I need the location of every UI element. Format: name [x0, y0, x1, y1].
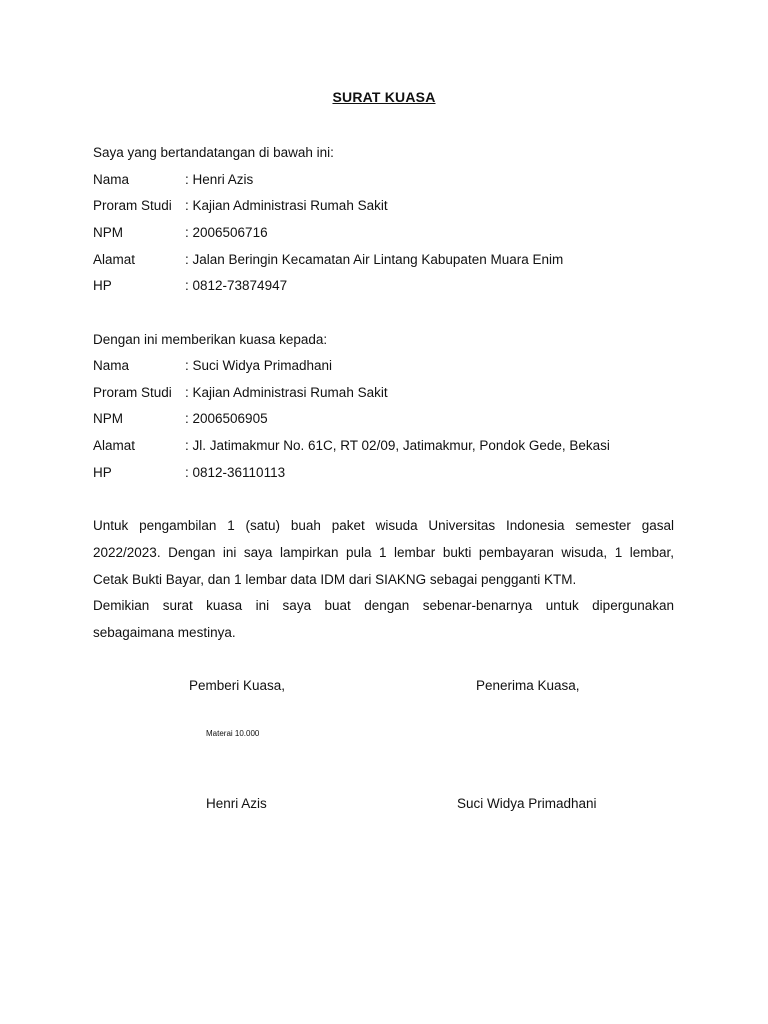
field-value: : Suci Widya Primadhani	[185, 358, 333, 373]
body-line: 2022/2023. Dengan ini saya lampirkan pula 1 lembar bukti pembayaran wisuda, 1 lembar,	[93, 545, 674, 560]
field-label: Proram Studi	[93, 385, 172, 400]
receiver-row-program	[93, 385, 388, 400]
field-value: : 0812-73874947	[185, 278, 288, 293]
field-value: : 0812-36110113	[185, 465, 286, 480]
receiver-row-npm	[93, 411, 268, 426]
body-line: Cetak Bukti Bayar, dan 1 lembar data IDM dari SIAKNG sebagai pengganti KTM.	[93, 572, 577, 587]
field-value: : Henri Azis	[185, 172, 254, 187]
field-label: HP	[93, 465, 112, 480]
document-title: SURAT KUASA	[332, 89, 436, 105]
field-label: NPM	[93, 225, 123, 240]
giver-row-address	[93, 252, 563, 267]
receiver-signature-name: Suci Widya Primadhani	[457, 796, 597, 811]
field-value: : 2006506905	[185, 411, 268, 426]
receiver-row-name	[93, 358, 332, 373]
giver-signature-heading: Pemberi Kuasa,	[189, 678, 286, 693]
intro-receiver: Dengan ini memberikan kuasa kepada:	[93, 332, 328, 347]
body-line: sebagaimana mestinya.	[93, 625, 236, 640]
giver-signature-name: Henri Azis	[206, 796, 267, 811]
giver-row-npm	[93, 225, 268, 240]
body-line: Untuk pengambilan 1 (satu) buah paket wisuda Universitas Indonesia semester gasal	[93, 518, 674, 533]
field-value: : Kajian Administrasi Rumah Sakit	[185, 385, 388, 400]
field-label: HP	[93, 278, 112, 293]
giver-row-program	[93, 198, 388, 213]
field-label: Alamat	[93, 438, 136, 453]
field-label: Proram Studi	[93, 198, 172, 213]
field-value: : 2006506716	[185, 225, 268, 240]
intro-giver: Saya yang bertandatangan di bawah ini:	[93, 145, 334, 160]
field-value: : Jalan Beringin Kecamatan Air Lintang Kabupaten Muara Enim	[185, 252, 564, 267]
field-label: NPM	[93, 411, 123, 426]
field-label: Alamat	[93, 252, 136, 267]
field-label: Nama	[93, 172, 130, 187]
giver-row-phone	[93, 278, 287, 293]
giver-row-name	[93, 172, 253, 187]
receiver-row-phone	[93, 465, 285, 480]
field-label: Nama	[93, 358, 130, 373]
field-value: : Kajian Administrasi Rumah Sakit	[185, 198, 388, 213]
materai-stamp-label: Materai 10.000	[206, 729, 260, 738]
body-line: Demikian surat kuasa ini saya buat dengan sebenar-benarnya untuk dipergunakan	[93, 598, 674, 613]
field-value: : Jl. Jatimakmur No. 61C, RT 02/09, Jatimakmur, Pondok Gede, Bekasi	[185, 438, 610, 453]
receiver-signature-heading: Penerima Kuasa,	[476, 678, 580, 693]
receiver-row-address	[93, 438, 610, 453]
